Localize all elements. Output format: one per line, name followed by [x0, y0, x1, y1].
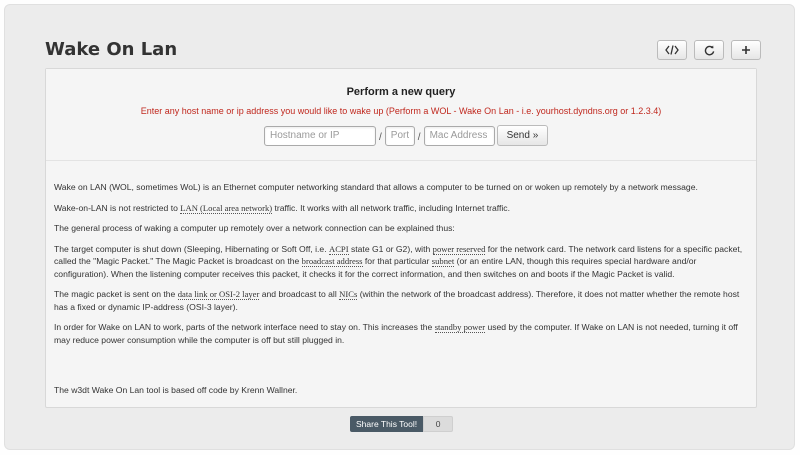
query-hint: Enter any host name or ip address you would like to wake up (Perform a WOL - Wake On Lan - i.e. yourhost.dyndns.org or 1.2.3.4) [140, 106, 662, 116]
main-panel [45, 68, 757, 408]
separator: / [417, 132, 421, 143]
query-title: Perform a new query [346, 86, 456, 98]
page-container [4, 4, 795, 450]
refresh-icon [704, 45, 715, 56]
send-button[interactable]: Send » [497, 125, 549, 146]
paragraph: Wake on LAN (WOL, sometimes WoL) is an Ethernet computer networking standard that allows a computer to be turned on or woken up remotely by a network message. [54, 182, 698, 192]
description [54, 181, 750, 354]
port-input[interactable] [385, 126, 415, 146]
data-link-abbr-link[interactable]: data link or OSI-2 layer [177, 289, 260, 299]
power-reserved-abbr-link[interactable]: power reserved [432, 243, 486, 254]
broadcast-address-abbr-link[interactable]: broadcast address [301, 256, 363, 266]
add-button[interactable] [731, 40, 761, 60]
share-button[interactable]: Share This Tool! [350, 416, 423, 432]
view-source-button[interactable] [657, 40, 687, 60]
nics-abbr-link[interactable]: NICs [339, 289, 358, 299]
separator: / [379, 132, 382, 143]
subnet-abbr-link[interactable]: subnet [431, 256, 455, 266]
mac-address-input[interactable] [424, 126, 495, 146]
toolbar [657, 40, 761, 60]
query-box [46, 69, 756, 161]
paragraph: Wake-on-LAN is not restricted to LAN (Local area network) traffic. It works with all network traffic, including Internet traffic. [54, 202, 510, 213]
refresh-button[interactable] [694, 40, 724, 60]
standby-power-abbr-link[interactable]: standby power [434, 322, 486, 332]
paragraph: In order for Wake on LAN to work, parts of the network interface need to stay on. This increases the standby power used by the computer. If Wake on LAN is not needed, turning it off may reduce power consumption while the computer is off but still plugged in. [54, 322, 738, 345]
paragraph: The magic packet is sent on the data link or OSI-2 layer and broadcast to all NICs (within the network of the broadcast address). Therefore, it does not matter whether the remote host has a fixed or dynamic IP-address (OSI-3 layer). [54, 289, 740, 312]
code-icon [665, 45, 679, 55]
paragraph: The general process of waking a computer up remotely over a network connection can be explained thus: [54, 223, 455, 233]
paragraph: The target computer is shut down (Sleeping, Hibernating or Soft Off, i.e. ACPI state G1 or G2), with power reserved for the network card. The network card listens for a specific packet, called the "Magic Packet." The Magic Packet is broadcast on the broadcast address for that particular subnet (or an entire LAN, though this requires special hardware and/or configuration). When the listening computer receives this packet, it checks it for the correct information, and then switches on and boots if the Magic Packet is valid. [54, 243, 743, 279]
lan-abbr-link[interactable]: LAN (Local area network) [180, 202, 273, 213]
credit-note: The w3dt Wake On Lan tool is based off code by Krenn Wallner. [54, 385, 298, 395]
page-title: Wake On Lan [45, 39, 178, 60]
query-form [264, 125, 548, 146]
plus-icon [741, 45, 751, 55]
share-widget [350, 416, 453, 432]
hostname-input[interactable] [264, 126, 376, 146]
acpi-abbr-link[interactable]: ACPI [328, 243, 349, 254]
share-count: 0 [423, 416, 453, 432]
